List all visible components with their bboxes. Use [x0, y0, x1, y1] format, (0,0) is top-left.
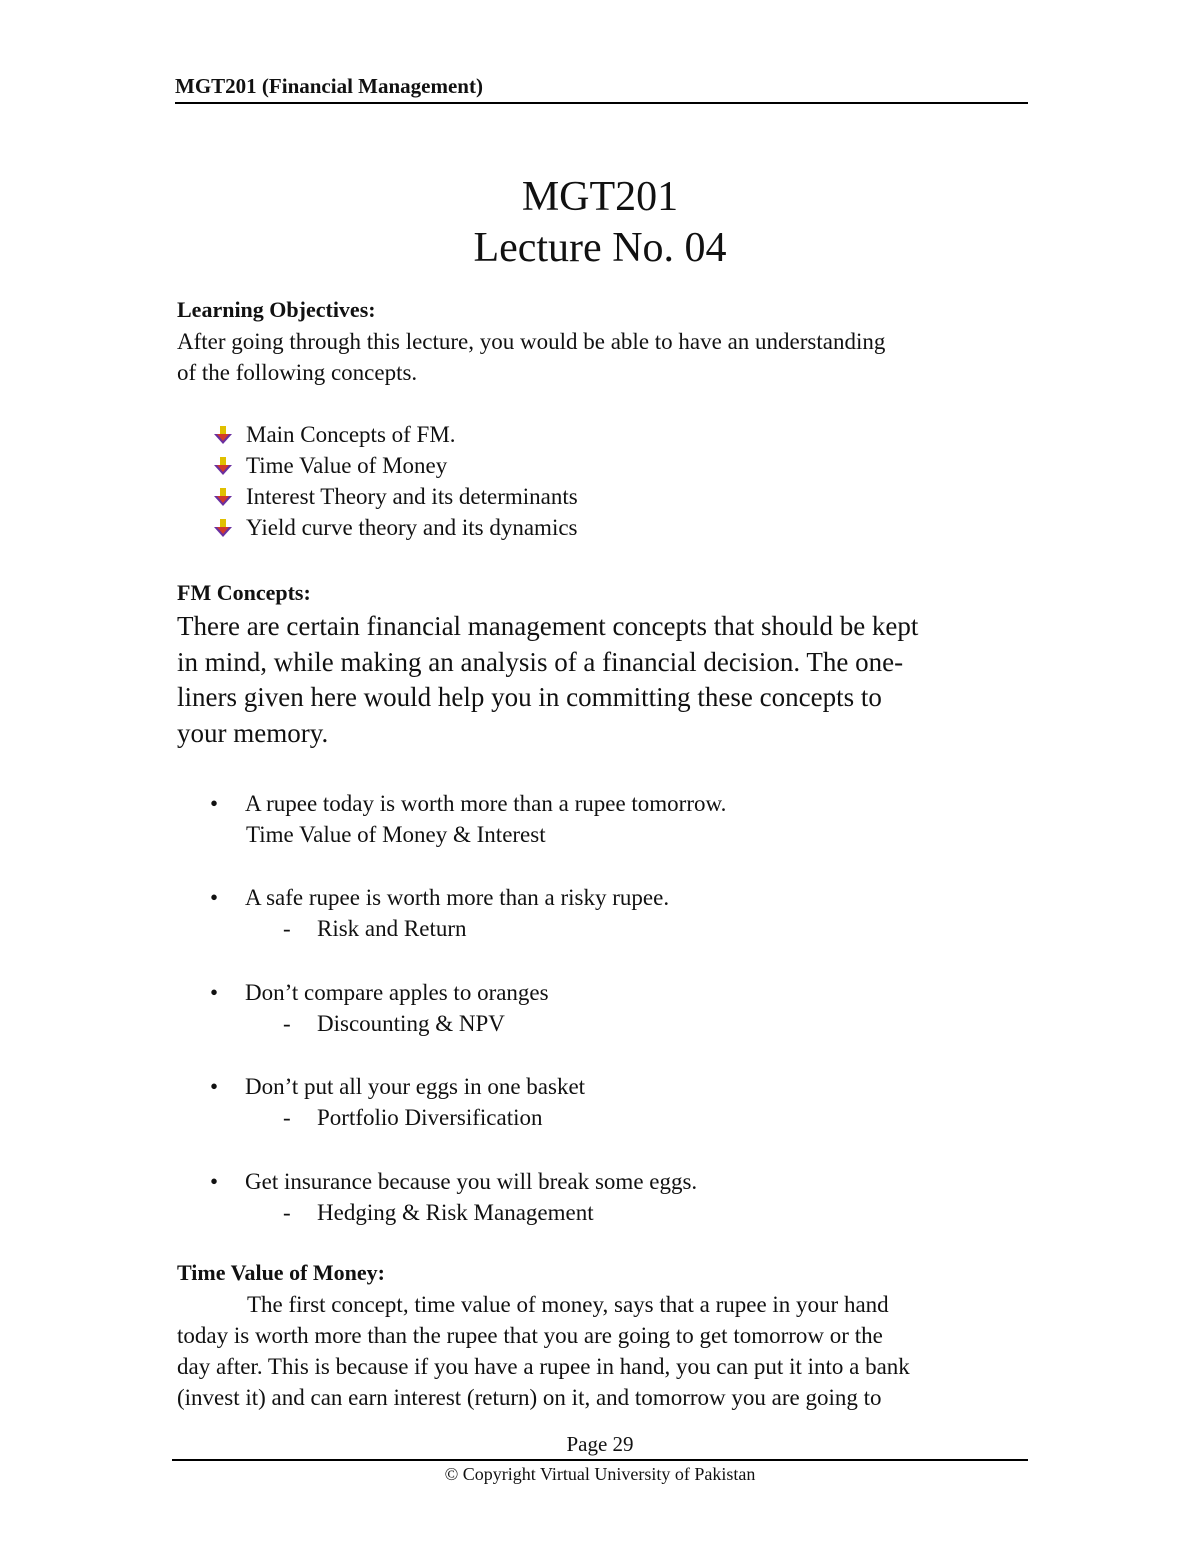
concept-subtext: Time Value of Money & Interest	[246, 822, 546, 847]
bullet-dot-icon: •	[210, 1074, 219, 1099]
fm-paragraph-line-4: your memory.	[177, 718, 329, 748]
fm-concepts-heading: FM Concepts:	[177, 580, 311, 605]
objective-item	[213, 450, 447, 481]
copyright-footer: © Copyright Virtual University of Pakistan	[444, 1464, 756, 1484]
objective-label: Main Concepts of FM.	[246, 422, 456, 447]
concept-subtext: Risk and Return	[317, 916, 467, 941]
running-header: MGT201 (Financial Management)	[175, 72, 1028, 104]
concept-bullet	[210, 788, 726, 819]
concept-text: A safe rupee is worth more than a risky rupee.	[245, 885, 670, 910]
fm-paragraph-line-2: in mind, while making an analysis of a financial decision. The one-	[177, 647, 904, 677]
objective-label: Interest Theory and its determinants	[246, 484, 578, 509]
arrow-down-bullet-icon	[213, 487, 233, 507]
learning-intro-line-1: After going through this lecture, you would be able to have an understanding	[177, 329, 886, 354]
course-title: MGT201	[521, 174, 679, 220]
bullet-dot-icon: •	[210, 791, 219, 816]
objective-item	[213, 419, 456, 450]
concept-text: A rupee today is worth more than a rupee tomorrow.	[245, 791, 727, 816]
page-number: Page 29	[566, 1432, 634, 1456]
objective-item	[213, 512, 578, 543]
concept-subtext: Discounting & NPV	[317, 1011, 505, 1036]
concept-text: Don’t put all your eggs in one basket	[245, 1074, 586, 1099]
concept-text: Don’t compare apples to oranges	[245, 980, 549, 1005]
arrow-down-bullet-icon	[213, 456, 233, 476]
concept-bullet	[210, 977, 549, 1008]
objective-label: Time Value of Money	[246, 453, 448, 478]
bullet-dot-icon: •	[210, 1169, 219, 1194]
dash-marker: -	[283, 1200, 291, 1225]
tvm-paragraph-line-4: (invest it) and can earn interest (return) on it, and tomorrow you are going to	[177, 1385, 882, 1410]
learning-intro-line-2: of the following concepts.	[177, 360, 418, 385]
bullet-dot-icon: •	[210, 980, 219, 1005]
concept-bullet	[210, 882, 669, 913]
bullet-dot-icon: •	[210, 885, 219, 910]
tvm-paragraph-line-3: day after. This is because if you have a rupee in hand, you can put it into a bank	[177, 1354, 910, 1379]
dash-marker: -	[283, 1105, 291, 1130]
arrow-down-bullet-icon	[213, 518, 233, 538]
tvm-paragraph-line-2: today is worth more than the rupee that you are going to get tomorrow or the	[177, 1323, 883, 1348]
arrow-down-bullet-icon	[213, 425, 233, 445]
dash-marker: -	[283, 916, 291, 941]
objective-label: Yield curve theory and its dynamics	[246, 515, 578, 540]
fm-paragraph-line-1: There are certain financial management concepts that should be kept	[177, 611, 919, 641]
objective-item	[213, 481, 578, 512]
concept-text: Get insurance because you will break some eggs.	[245, 1169, 698, 1194]
tvm-heading: Time Value of Money:	[177, 1260, 385, 1285]
concept-bullet	[210, 1166, 697, 1197]
concept-subtext: Portfolio Diversification	[317, 1105, 543, 1130]
tvm-paragraph-line-1: The first concept, time value of money, says that a rupee in your hand	[247, 1292, 889, 1317]
concept-subtext: Hedging & Risk Management	[317, 1200, 594, 1225]
dash-marker: -	[283, 1011, 291, 1036]
footer-divider	[172, 1459, 1028, 1461]
lecture-title: Lecture No. 04	[473, 225, 727, 271]
concept-bullet	[210, 1071, 585, 1102]
learning-objectives-heading: Learning Objectives:	[177, 297, 376, 322]
fm-paragraph-line-3: liners given here would help you in committing these concepts to	[177, 682, 882, 712]
